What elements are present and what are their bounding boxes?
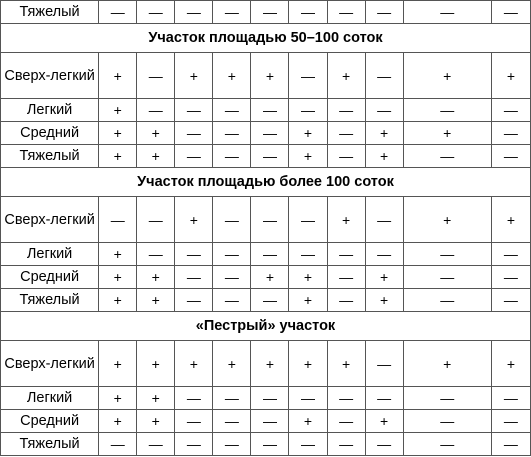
soil-type-label: Тяжелый <box>1 1 99 24</box>
mark-cell: — <box>175 99 213 122</box>
mark-cell: — <box>99 1 137 24</box>
mark-cell: — <box>251 410 289 433</box>
mark-cell: — <box>175 1 213 24</box>
soil-type-label: Средний <box>1 266 99 289</box>
mark-cell: — <box>251 122 289 145</box>
mark-cell: + <box>175 197 213 243</box>
soil-type-label: Тяжелый <box>1 145 99 168</box>
mark-cell: — <box>137 53 175 99</box>
mark-cell: — <box>491 433 530 456</box>
table-row <box>1 433 531 456</box>
mark-cell: — <box>403 266 491 289</box>
mark-cell: + <box>99 122 137 145</box>
mark-cell: + <box>213 341 251 387</box>
mark-cell: — <box>213 410 251 433</box>
mark-cell: + <box>99 341 137 387</box>
table-row <box>1 53 531 99</box>
mark-cell: + <box>365 410 403 433</box>
soil-type-label: Тяжелый <box>1 289 99 312</box>
mark-cell: + <box>251 341 289 387</box>
mark-cell: — <box>403 1 491 24</box>
mark-cell: — <box>99 197 137 243</box>
mark-cell: + <box>403 341 491 387</box>
mark-cell: — <box>213 99 251 122</box>
mark-cell: — <box>137 433 175 456</box>
mark-cell: — <box>491 289 530 312</box>
mark-cell: + <box>289 410 327 433</box>
mark-cell: — <box>491 410 530 433</box>
mark-cell: + <box>327 341 365 387</box>
mark-cell: + <box>137 289 175 312</box>
mark-cell: — <box>365 433 403 456</box>
mark-cell: — <box>491 1 530 24</box>
mark-cell: — <box>289 99 327 122</box>
mark-cell: + <box>251 53 289 99</box>
mark-cell: — <box>175 410 213 433</box>
section-title: Участок площадью более 100 соток <box>1 168 531 197</box>
mark-cell: — <box>491 145 530 168</box>
mark-cell: + <box>137 266 175 289</box>
table-row <box>1 145 531 168</box>
mark-cell: + <box>137 341 175 387</box>
mark-cell: + <box>251 266 289 289</box>
table-row <box>1 243 531 266</box>
mark-cell: — <box>403 243 491 266</box>
mark-cell: — <box>365 387 403 410</box>
mark-cell: — <box>137 197 175 243</box>
mark-cell: — <box>327 289 365 312</box>
mark-cell: — <box>365 99 403 122</box>
mark-cell: + <box>403 53 491 99</box>
mark-cell: — <box>403 99 491 122</box>
mark-cell: — <box>289 197 327 243</box>
mark-cell: + <box>137 387 175 410</box>
table-row <box>1 266 531 289</box>
section-header-row <box>1 168 531 197</box>
table-row <box>1 387 531 410</box>
mark-cell: + <box>175 53 213 99</box>
mark-cell: + <box>137 145 175 168</box>
mark-cell: — <box>137 1 175 24</box>
mark-cell: + <box>99 410 137 433</box>
mark-cell: + <box>491 53 530 99</box>
soil-type-label: Сверх-легкий <box>1 53 99 99</box>
mark-cell: + <box>289 122 327 145</box>
mark-cell: — <box>289 387 327 410</box>
mark-cell: + <box>99 145 137 168</box>
mark-cell: + <box>403 122 491 145</box>
soil-type-label: Средний <box>1 122 99 145</box>
mark-cell: — <box>251 387 289 410</box>
mark-cell: — <box>251 289 289 312</box>
mark-cell: + <box>365 289 403 312</box>
section-header-row <box>1 24 531 53</box>
mark-cell: — <box>327 122 365 145</box>
mark-cell: — <box>327 266 365 289</box>
mark-cell: + <box>365 122 403 145</box>
mark-cell: + <box>99 387 137 410</box>
mark-cell: + <box>289 341 327 387</box>
mark-cell: — <box>175 433 213 456</box>
mark-cell: — <box>213 433 251 456</box>
mark-cell: + <box>491 341 530 387</box>
mark-cell: — <box>327 145 365 168</box>
mark-cell: — <box>251 145 289 168</box>
mark-cell: — <box>251 197 289 243</box>
mark-cell: — <box>175 122 213 145</box>
mark-cell: — <box>365 243 403 266</box>
mark-cell: — <box>213 243 251 266</box>
soil-type-label: Тяжелый <box>1 433 99 456</box>
table-row <box>1 410 531 433</box>
mark-cell: + <box>137 122 175 145</box>
mark-cell: — <box>491 387 530 410</box>
mark-cell: — <box>289 53 327 99</box>
mark-cell: — <box>213 266 251 289</box>
mark-cell: — <box>251 99 289 122</box>
mark-cell: — <box>327 1 365 24</box>
soil-type-label: Средний <box>1 410 99 433</box>
mark-cell: — <box>403 433 491 456</box>
mark-cell: + <box>213 53 251 99</box>
table-row <box>1 99 531 122</box>
mark-cell: — <box>175 145 213 168</box>
mark-cell: + <box>99 53 137 99</box>
mark-cell: — <box>251 1 289 24</box>
mark-cell: — <box>289 433 327 456</box>
mark-cell: + <box>327 53 365 99</box>
mark-cell: + <box>99 289 137 312</box>
table-body <box>1 1 531 456</box>
mark-cell: — <box>403 289 491 312</box>
mark-cell: — <box>491 122 530 145</box>
mark-cell: — <box>99 433 137 456</box>
section-title: Участок площадью 50–100 соток <box>1 24 531 53</box>
mark-cell: — <box>327 387 365 410</box>
mark-cell: — <box>213 289 251 312</box>
mark-cell: — <box>213 197 251 243</box>
mark-cell: + <box>403 197 491 243</box>
mark-cell: — <box>327 99 365 122</box>
mark-cell: + <box>289 145 327 168</box>
mark-cell: — <box>213 1 251 24</box>
mark-cell: — <box>365 1 403 24</box>
mark-cell: + <box>327 197 365 243</box>
mark-cell: + <box>365 145 403 168</box>
mark-cell: — <box>327 410 365 433</box>
table-row <box>1 341 531 387</box>
section-title: «Пестрый» участок <box>1 312 531 341</box>
mark-cell: + <box>289 289 327 312</box>
soil-type-label: Сверх-легкий <box>1 197 99 243</box>
mark-cell: + <box>491 197 530 243</box>
table-row <box>1 289 531 312</box>
mark-cell: + <box>99 243 137 266</box>
table-row <box>1 122 531 145</box>
mark-cell: — <box>365 197 403 243</box>
mark-cell: — <box>213 122 251 145</box>
mark-cell: — <box>289 1 327 24</box>
mark-cell: — <box>289 243 327 266</box>
soil-type-label: Сверх-легкий <box>1 341 99 387</box>
mark-cell: + <box>175 341 213 387</box>
mark-cell: + <box>137 410 175 433</box>
mark-cell: + <box>99 266 137 289</box>
mark-cell: — <box>327 243 365 266</box>
soil-type-label: Легкий <box>1 387 99 410</box>
soil-type-label: Легкий <box>1 243 99 266</box>
mark-cell: — <box>213 387 251 410</box>
mark-cell: — <box>213 145 251 168</box>
mark-cell: — <box>175 387 213 410</box>
mark-cell: + <box>289 266 327 289</box>
mark-cell: — <box>491 99 530 122</box>
mark-cell: — <box>403 387 491 410</box>
mark-cell: — <box>491 266 530 289</box>
mark-cell: — <box>137 99 175 122</box>
mark-cell: — <box>403 145 491 168</box>
mark-cell: — <box>365 341 403 387</box>
mark-cell: + <box>365 266 403 289</box>
section-header-row <box>1 312 531 341</box>
mark-cell: — <box>175 289 213 312</box>
mark-cell: — <box>251 433 289 456</box>
mark-cell: — <box>491 243 530 266</box>
mark-cell: — <box>403 410 491 433</box>
mark-cell: — <box>175 266 213 289</box>
mark-cell: — <box>251 243 289 266</box>
mark-cell: — <box>175 243 213 266</box>
table-row <box>1 1 531 24</box>
table-row <box>1 197 531 243</box>
mark-cell: + <box>99 99 137 122</box>
mark-cell: — <box>365 53 403 99</box>
soil-type-label: Легкий <box>1 99 99 122</box>
mark-cell: — <box>327 433 365 456</box>
mark-cell: — <box>137 243 175 266</box>
